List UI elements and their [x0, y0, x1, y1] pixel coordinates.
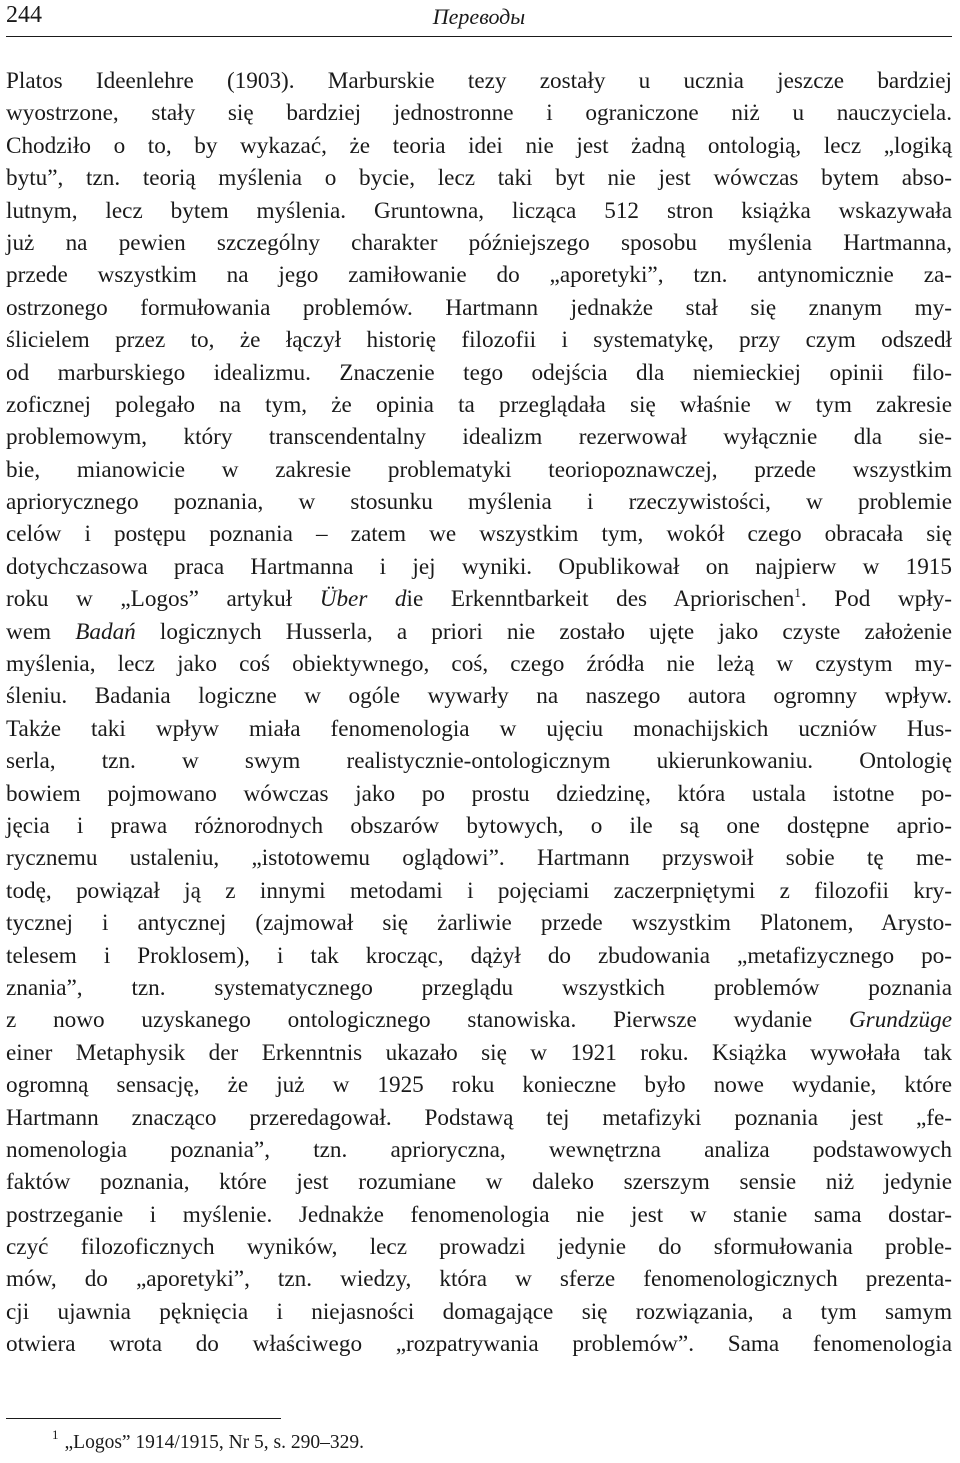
text-line: lutnym, lecz bytem myślenia. Gruntowna, licząca 512 stron książka wskazywała: [6, 197, 952, 224]
text-line: todę, powiązał ją z innymi metodami i pojęciami zaczerpniętymi z filozofii kry-: [6, 877, 952, 904]
text-run: z nowo uzyskanego ontologicznego stanowiska. Pierwsze wydanie: [6, 1007, 849, 1034]
text-line: telesem i Proklosem), i tak krocząc, dążył do zbudowania „metafizycznego po-: [6, 942, 952, 969]
text-run: logicznych Husserla, a priori nie zostało ujęte jako czyste założenie: [135, 618, 953, 645]
italic-title: Badań: [75, 618, 136, 645]
text-line: einer Metaphysik der Erkenntnis ukazało się w 1921 roku. Książka wywołała tak: [6, 1039, 952, 1066]
text-line: Chodziło o to, by wykazać, że teoria idei nie jest żadną ontologią, lecz „logiką: [6, 132, 952, 159]
text-line: postrzeganie i myślenie. Jednakże fenomenologia nie jest w stanie sama dostar-: [6, 1201, 952, 1228]
text-line: ślicielem przez to, że łączył historię filozofii i systematykę, przy czym odszedł: [6, 327, 952, 354]
text-line: Także taki wpływ miała fenomenologia w ujęciu monachijskich uczniów Hus-: [6, 715, 952, 742]
text-line: myślenia, lecz jako coś obiektywnego, coś, czego źródła nie leżą w czystym my-: [6, 651, 952, 678]
text-line: ostrzonego formułowania problemów. Hartmann jednakże stał się znanym my-: [6, 294, 952, 321]
text-run: roku w „Logos” artykuł: [6, 586, 320, 613]
body-text: [6, 65, 952, 1361]
text-line: jęcia i prawa różnorodnych obszarów bytowych, o ile są one dostępne aprio-: [6, 812, 952, 839]
text-line: faktów poznania, które jest rozumiane w daleko szerszym sensie niż jedynie: [6, 1169, 952, 1196]
text-line: [6, 1004, 952, 1036]
text-line: dotychczasowa praca Hartmanna i jej wyniki. Opublikował on najpierw w 1915: [6, 553, 952, 580]
text-line: cji ujawnia pęknięcia i niejasności domagające się rozwiązania, a tym samym: [6, 1298, 952, 1325]
text-line: bytu”, tzn. teorią myślenia o bycie, lecz taki byt nie jest wówczas bytem abso-: [6, 165, 952, 192]
text-line: Hartmann znacząco przeredagował. Podstawą tej metafizyki poznania jest „fe-: [6, 1104, 952, 1131]
text-line: serla, tzn. w swym realistycznie-ontologicznym ukierunkowaniu. Ontologię: [6, 748, 952, 775]
text-line: otwiera wrota do właściwego „rozpatrywania problemów”. Sama fenomenologia: [6, 1331, 952, 1358]
text-line: przede wszystkim na jego zamiłowanie do „aporetyki”, tzn. antynomicznie za-: [6, 262, 952, 289]
text-line: śleniu. Badania logiczne w ogóle wywarły na naszego autora ogromny wpływ.: [6, 683, 952, 710]
text-run: wem: [6, 618, 76, 645]
footnote-ref[interactable]: 1: [794, 585, 801, 601]
footnote-mark: 1: [52, 1427, 59, 1442]
footnote-text: „Logos” 1914/1915, Nr 5, s. 290–329.: [64, 1432, 365, 1453]
footnote: [52, 1427, 365, 1457]
text-line: [6, 616, 952, 648]
text-line: bie, mianowicie w zakresie problematyki teoriopoznawczej, przede wszystkim: [6, 456, 952, 483]
text-line: ogromną sensację, że już w 1925 roku konieczne było nowe wydanie, które: [6, 1072, 952, 1099]
running-title: Переводы: [432, 4, 526, 29]
italic-title: Grundzüge: [848, 1007, 952, 1034]
text-line-with-footnote: [6, 583, 952, 615]
page-header: [6, 0, 952, 37]
text-line: celów i postępu poznania – zatem we wszystkim tym, wokół czego obracała się: [6, 521, 952, 548]
text-line: zoficznej polegało na tym, że opinia ta przeglądała się właśnie w tym zakresie: [6, 391, 952, 418]
text-line: rycznemu ustaleniu, „istotowemu oglądowi”. Hartmann przyswoił sobie tę me-: [6, 845, 952, 872]
text-line: mów, do „aporetyki”, tzn. wiedzy, która w sferze fenomenologicznych prezenta-: [6, 1266, 952, 1293]
italic-title: Über d: [319, 586, 407, 613]
footnote-separator: [6, 1418, 281, 1419]
text-run: ie Erkenntbarkeit des Apriorischen: [406, 586, 795, 613]
text-line: bowiem pojmowano wówczas jako po prostu dziedzinę, która ustala istotne po-: [6, 780, 952, 807]
text-line: już na pewien szczególny charakter późniejszego sposobu myślenia Hartmanna,: [6, 229, 952, 256]
text-line: od marburskiego idealizmu. Znaczenie tego odejścia dla niemieckiej opinii filo-: [6, 359, 952, 386]
text-line: tycznej i antycznej (zajmował się żarliwie przede wszystkim Platonem, Arysto-: [6, 910, 952, 937]
text-line: nomenologia poznania”, tzn. aprioryczna, wewnętrzna analiza podstawowych: [6, 1136, 952, 1163]
text-line: czyć filozoficznych wyników, lecz prowadzi jedynie do sformułowania proble-: [6, 1234, 952, 1261]
text-run: . Pod wpły-: [800, 586, 952, 613]
text-line: wyostrzone, stały się bardziej jednostronne i ograniczone niż u nauczyciela.: [6, 100, 952, 127]
text-line: apriorycznego poznania, w stosunku myślenia i rzeczywistości, w problemie: [6, 489, 952, 516]
page-number: 244: [6, 2, 42, 28]
text-line: Platos Ideenlehre (1903). Marburskie tezy zostały u ucznia jeszcze bardziej: [6, 68, 952, 94]
text-line: znania”, tzn. systematycznego przeglądu wszystkich problemów poznania: [6, 974, 952, 1001]
text-line: problemowym, który transcendentalny idealizm rezerwował wyłącznie dla sie-: [6, 424, 952, 451]
